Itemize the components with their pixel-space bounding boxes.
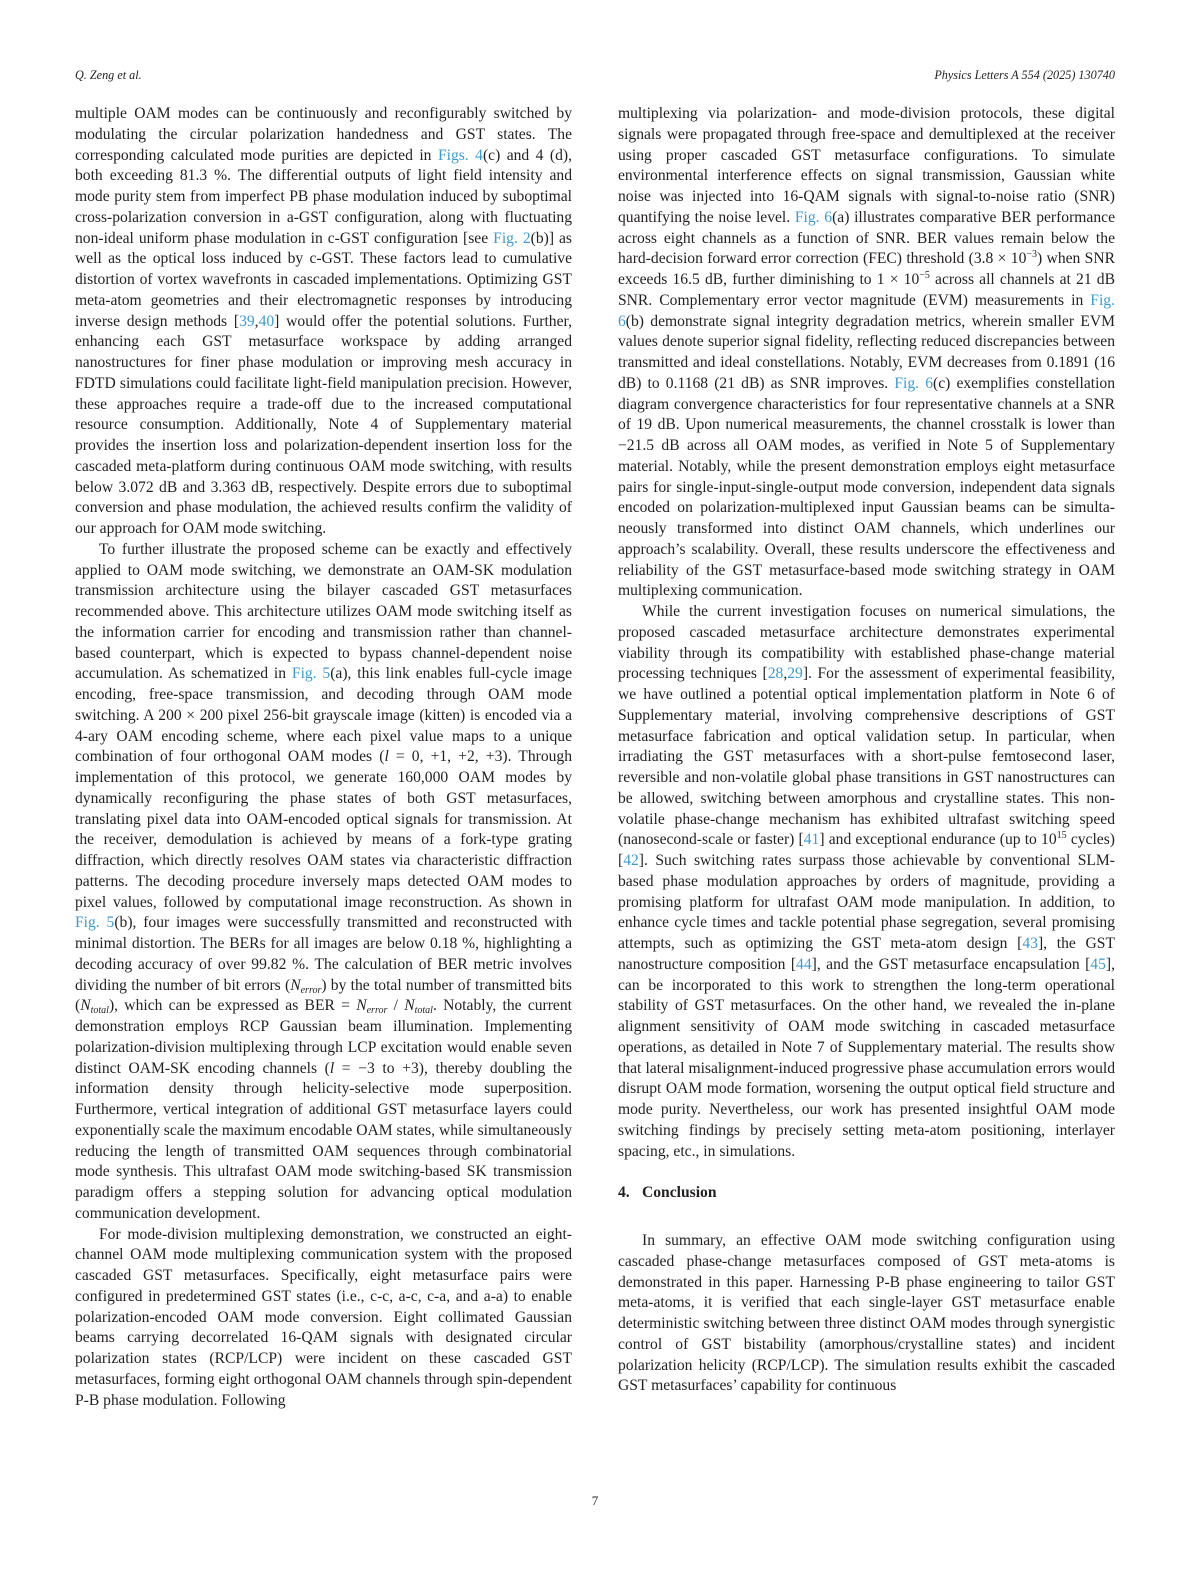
math-variable: l bbox=[329, 1059, 335, 1077]
citation-link[interactable]: 45 bbox=[1090, 955, 1106, 973]
right-column bbox=[618, 104, 1115, 1397]
paragraph: To further illustrate the proposed scheme can be exactly and effectively applied to OAM mode switching, we demonstrate an OAM-SK modulation transmission architecture using the bilayer cascaded GST metasurfaces recommended above. This architecture utilizes OAM mode switching itself as the information carrier for encoding and transmission rather than channel-based counterpart, which is expected to bypass channel-dependent noise accumulation. As schematized in Fig. 5(a), this link enables full-cycle image encoding, free-space transmission, and decoding through OAM mode switching. A 200 × 200 pixel 256-bit grayscale image (kitten) is encoded via a 4-ary OAM encoding scheme, where each pixel value maps to a unique combination of four orthogonal OAM modes (l = 0, +1, +2, +3). Through implementation of this protocol, we generate 160,000 OAM modes by dynamically reconfiguring the phase states of both GST metasurfaces, translating pixel data into OAM-encoded optical signals for transmission. At the receiver, demodulation is achieved by means of a fork-type grating diffraction, which directly resolves OAM states via characteristic diffraction patterns. The decoding procedure inversely maps detected OAM modes to pixel values, followed by computational image reconstruction. As shown in Fig. 5(b), four images were successfully transmitted and reconstructed with minimal distortion. The BERs for all images are below 0.18 %, highlighting a decoding accuracy of over 99.82 %. The calculation of BER metric involves dividing the number of bit errors $(N_{error})$ by the total number of transmitted bits $(N_{total})$, which can be expressed as BER = $N_{error} / N_{total}$. Notably, the current demonstration employs RCP Gaussian beam illumination. Implementing polarization-division multiplexing through LCP excitation would enable seven distinct OAM-SK encoding channels (l = −3 to +3), thereby doubling the information density through helicity-selective mode superposition. Furthermore, vertical integration of additional GST metasurface layers could exponentially scale the maximum encodable OAM states, while simultaneously reducing the length of transmitted OAM sequences through combinatorial mode synthesis. This ultrafast OAM mode switching-based SK transmission paradigm offers a stepping solution for advancing optical modulation communication development. bbox=[75, 540, 573, 1222]
figure-link[interactable]: Fig. 6 bbox=[618, 291, 1115, 330]
paragraph: multiplexing via polarization- and mode-division protocols, these digital signals were propagated through free-space and demultiplexed at the receiver using proper cascaded GST metasurface configurations. To simulate environmental interference effects on signal transmission, Gaussian white noise was injected into 16-QAM signals with signal-to-noise ratio (SNR) quantifying the noise level. Fig. 6(a) illustrates comparative BER performance across eight channels as a function of SNR. BER values remain below the hard-decision forward error correction (FEC) threshold $(3.8 \times 10^{-3})$ when SNR exceeds 16.5 dB, further diminishing to $1 \times 10^{-5}$ across all channels at 21 dB SNR. Complementary error vector magnitude (EVM) measurements in Fig. 6(b) demonstrate signal integrity degradation metrics, wherein smaller EVM values denote superior signal fidelity, reflecting reduced discrepancies between transmitted and ideal constellations. Notably, EVM decreases from 0.1891 (16 dB) to 0.1168 (21 dB) as SNR improves. Fig. 6(c) exemplifies constellation diagram convergence characteristics for four representative channels at a SNR of 19 dB. Upon numerical measurements, the channel crosstalk is lower than −21.5 dB across all OAM modes, as verified in Note 5 of Supplementary material. Notably, while the present demonstration employs eight metasurface pairs for single-input-single-output mode conversion, independent data signals encoded on polarization-multiplexed input Gaussian beams can be simultaneously transformed into distinct OAM channels, which underlines our approach’s scalability. Overall, these results underscore the effectiveness and reliability of the GST metasurface-based mode switching strategy in OAM multiplexing communication. bbox=[618, 105, 1116, 600]
figure-link[interactable]: Fig. 2 bbox=[493, 229, 531, 247]
section-number: 4. bbox=[618, 1184, 630, 1202]
figure-link[interactable]: Fig. 6 bbox=[894, 374, 933, 392]
running-header-journal: Physics Letters A 554 (2025) 130740 bbox=[934, 68, 1115, 82]
section-heading bbox=[618, 1183, 1115, 1204]
left-column bbox=[75, 104, 572, 1411]
paragraph: While the current investigation focuses on numerical simulations, the proposed cascaded metasurface architecture demonstrates experimental viability through its compatibility with established phase-change material processing techniques [28,29]. For the assessment of experimental feasibility, we have outlined a potential optical implementation platform in Note 6 of Supplementary material, involving comprehensive descriptions of GST metasurface fabrication and optical validation setup. In particular, when irradiating the GST metasurfaces with a short-pulse femtosecond laser, reversible and non-volatile global phase transitions in GST nanostructures can be allowed, switching between amorphous and crystalline states. This non-volatile phase-change mechanism has exhibited ultrafast switching speed (nanosecond-scale or faster) [41] and exceptional endurance (up to $10^{15}$ cycles) [42]. Such switching rates surpass those achievable by conventional SLM-based phase modulation approaches by orders of magnitude, providing a promising platform for ultrafast OAM mode manipulation. In addition, to enhance cycle times and tackle potential phase segregation, several promising attempts, such as optimizing the GST meta-atom design [43], the GST nanostructure composition [44], and the GST metasurface encapsulation [45], can be incorporated to this work to strengthen the long-term operational stability of GST metasurfaces. On the other hand, we revealed the in-plane alignment sensitivity of OAM mode switching in cascaded metasurface operations, as detailed in Note 7 of Supplementary material. The results show that lateral misalignment-induced progressive phase accumulation errors would disrupt OAM mode formation, worsening the output optical field structure and mode purity. Nevertheless, our work has presented insightful OAM mode switching findings by precisely setting meta-atom positioning, interlayer spacing, etc., in simulations. bbox=[618, 603, 1115, 1160]
citation-link[interactable]: 42 bbox=[623, 852, 639, 869]
citation-link[interactable]: 28 bbox=[767, 665, 784, 683]
running-header-authors: Q. Zeng et al. bbox=[75, 68, 142, 82]
page-number: 7 bbox=[591, 1493, 599, 1508]
citation-link[interactable]: 43 bbox=[1022, 935, 1038, 952]
section-title: Conclusion bbox=[642, 1184, 717, 1202]
citation-link[interactable]: 40 bbox=[258, 312, 275, 330]
citation-link[interactable]: 44 bbox=[796, 955, 812, 973]
citation-link[interactable]: 39 bbox=[239, 312, 255, 330]
math-variable: $N_{error}$ bbox=[290, 976, 322, 996]
math-variable: $N_{error}$ bbox=[356, 997, 388, 1017]
figure-link[interactable]: Fig. 5 bbox=[75, 914, 115, 932]
math-variable: $N_{total}$ bbox=[404, 997, 433, 1017]
paragraph: For mode-division multiplexing demonstration, we constructed an eight-channel OAM mode multiplexing communication system with the proposed cascaded GST metasurfaces. Specifically, eight metasurface pairs were configured in predetermined GST states (i.e., c-c, a-c, c-a, and a-a) to enable polarization-encoded OAM mode conversion. Eight collimated Gaussian beams carrying decorrelated 16-QAM signals with designated circular polarization states (RCP/LCP) were incident on these cascaded GST metasurfaces, forming eight orthogonal OAM channels through spin-dependent P-B phase modulation. Following bbox=[75, 1225, 572, 1409]
citation-link[interactable]: 41 bbox=[803, 831, 820, 849]
math-variable: $N_{total}$ bbox=[80, 997, 109, 1017]
citation-link[interactable]: 29 bbox=[787, 665, 803, 683]
figure-link[interactable]: Figs. 4 bbox=[437, 146, 483, 164]
math-variable: l bbox=[384, 748, 389, 766]
figure-link[interactable]: Fig. 6 bbox=[794, 208, 833, 226]
paragraph: In summary, an effective OAM mode switching configuration using cascaded phase-change metasurfaces composed of GST meta-atoms is demonstrated in this paper. Harnessing P-B phase engineering to tailor GST meta-atoms, it is verified that each single-layer GST metasurface enable deterministic switching between three distinct OAM modes through synergistic control of GST bistability (amorphous/crystalline states) and incident polarization helicity (RCP/LCP). The simulation results exhibit the cascaded GST metasurfaces’ capability for continuous bbox=[618, 1232, 1115, 1395]
figure-link[interactable]: Fig. 5 bbox=[291, 665, 331, 683]
paragraph: multiple OAM modes can be continuously and reconfigurably switched by modulating the circular polarization handedness and GST states. The corresponding calculated mode purities are depicted in Figs. 4(c) and 4 (d), both exceeding 81.3 %. The differential outputs of light field intensity and mode purity stem from imperfect PB phase modulation induced by suboptimal cross-polarization conversion in a-GST configuration, along with fluctuating non-ideal uniform phase modulation in c-GST configuration [see Fig. 2(b)] as well as the optical loss induced by c-GST. These factors lead to cumulative distortion of vortex wavefronts in cascaded implementations. Optimizing GST meta-atom geometries and their electromagnetic responses by introducing inverse design methods [39,40] would offer the potential solutions. Further, enhancing each GST metasurface workspace by adding arranged nanostructures for finer phase modulation or improving mesh accuracy in FDTD simulations could facilitate light-field manipulation precision. However, these approaches require a trade-off due to the increased computational resource consumption. Additionally, Note 4 of Supplementary material provides the insertion loss and polarization-dependent insertion loss for the cascaded meta-platform during continuous OAM mode switching, with results below 3.072 dB and 3.363 dB, respectively. Despite errors due to suboptimal conversion and phase modulation, the achieved results confirm the validity of our approach for OAM mode switching. bbox=[75, 105, 572, 537]
